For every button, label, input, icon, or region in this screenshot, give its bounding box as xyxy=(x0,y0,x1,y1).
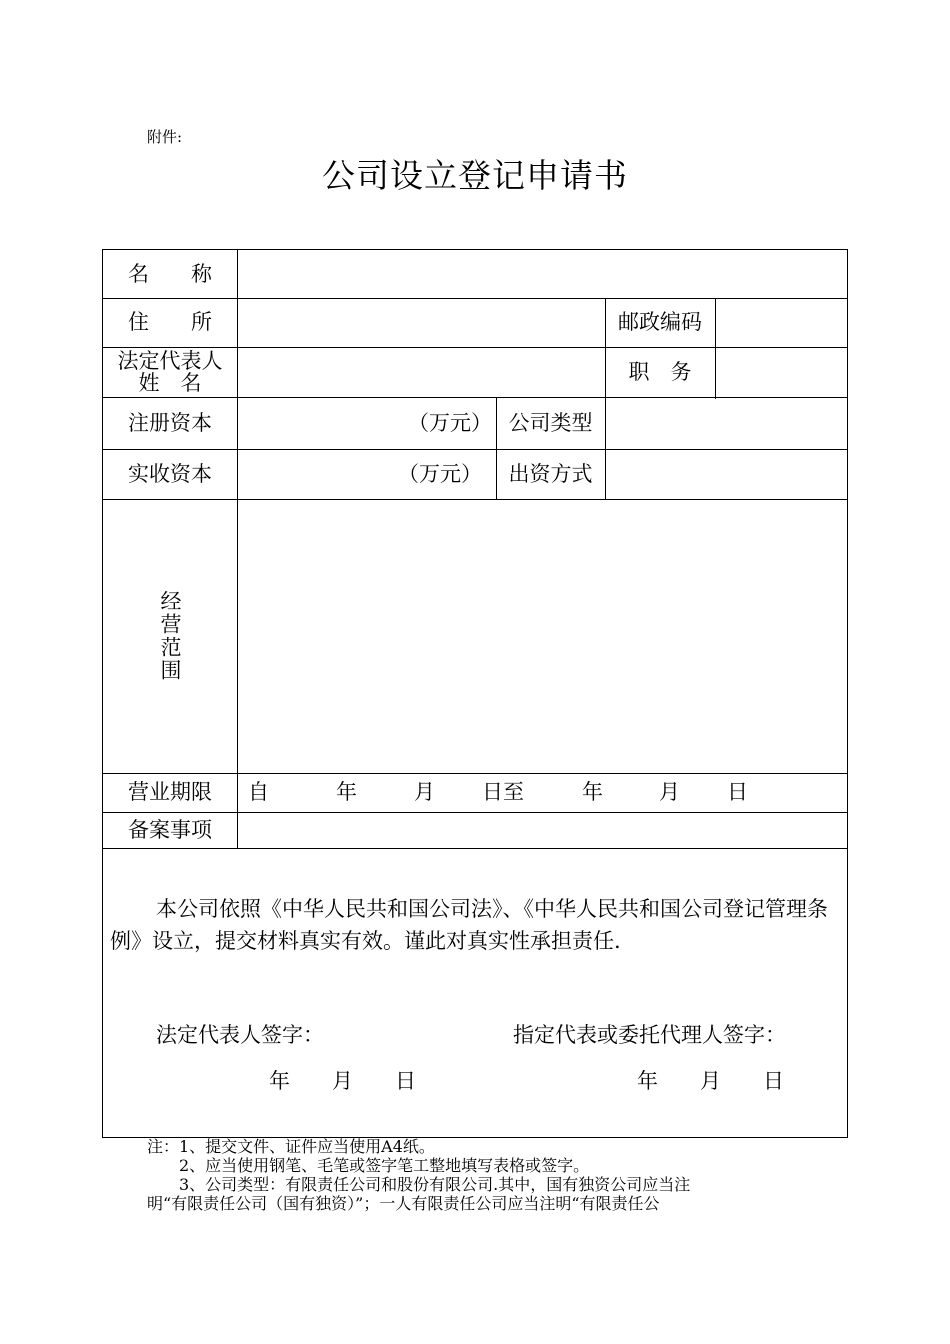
application-form-table xyxy=(102,249,848,1138)
attachment-label: 附件: xyxy=(147,128,183,146)
registered-capital-label: 注册资本 xyxy=(128,410,212,435)
legal-rep-signature-label: 法定代表人签字： xyxy=(156,1023,324,1047)
business-term-label: 营业期限 xyxy=(128,780,212,805)
note-2: 2、应当使用钢笔、毛笔或签字笔工整地填写表格或签字。 xyxy=(179,1156,590,1175)
term-day-to: 日至 xyxy=(482,780,524,805)
business-scope-label: 经营范围 xyxy=(158,590,183,682)
business-term-field[interactable] xyxy=(238,773,846,812)
position-field[interactable] xyxy=(716,347,846,397)
agent-signature-label: 指定代表或委托代理人签字： xyxy=(513,1023,786,1047)
term-month-2: 月 xyxy=(659,780,680,805)
term-month-1: 月 xyxy=(414,780,435,805)
term-from: 自 xyxy=(248,780,269,805)
filing-items-label: 备案事项 xyxy=(128,817,212,842)
declaration-text: 本公司依照《中华人民共和国公司法》、《中华人民共和国公司登记管理条例》设立，提交材料真实有效。谨此对真实性承担责任. xyxy=(110,897,828,953)
term-day-2: 日 xyxy=(727,780,748,805)
term-year-1: 年 xyxy=(336,780,357,805)
address-field[interactable] xyxy=(238,298,605,347)
business-scope-field[interactable] xyxy=(238,499,846,773)
paid-in-capital-label: 实收资本 xyxy=(128,461,212,486)
address-label: 住 所 xyxy=(128,310,212,335)
row-divider xyxy=(103,848,847,849)
note-3-continued: 明“有限责任公司（国有独资）”；一人有限责任公司应当注明“有限责任公 xyxy=(147,1194,660,1213)
note-3: 3、公司类型：有限责任公司和股份有限公司.其中，国有独资公司应当注 xyxy=(179,1175,691,1194)
postal-code-field[interactable] xyxy=(716,298,846,347)
name-field[interactable] xyxy=(238,250,846,298)
notes xyxy=(147,1137,827,1213)
legal-rep-label-line2: 姓 名 xyxy=(138,371,202,395)
company-type-label: 公司类型 xyxy=(508,410,593,435)
term-year-2: 年 xyxy=(582,780,603,805)
legal-rep-sign-date: 年 月 日 xyxy=(269,1069,416,1093)
registered-capital-unit: （万元） xyxy=(408,410,492,435)
name-label: 名 称 xyxy=(128,261,212,286)
paid-in-capital-field[interactable] xyxy=(238,449,496,499)
postal-code-label: 邮政编码 xyxy=(618,310,702,335)
page-title: 公司设立登记申请书 xyxy=(322,156,628,195)
position-label: 职 务 xyxy=(628,359,692,384)
filing-items-field[interactable] xyxy=(238,812,846,848)
legal-rep-field[interactable] xyxy=(238,347,605,397)
agent-sign-date: 年 月 日 xyxy=(637,1069,784,1093)
company-type-field[interactable] xyxy=(606,397,846,449)
registered-capital-field[interactable] xyxy=(238,397,496,449)
paid-in-capital-unit: （万元） xyxy=(398,461,482,486)
note-1: 注：1、提交文件、证件应当使用A4纸。 xyxy=(147,1137,435,1156)
legal-rep-label-line1: 法定代表人 xyxy=(117,348,223,373)
contribution-method-label: 出资方式 xyxy=(508,461,593,486)
contribution-method-field[interactable] xyxy=(606,449,846,499)
